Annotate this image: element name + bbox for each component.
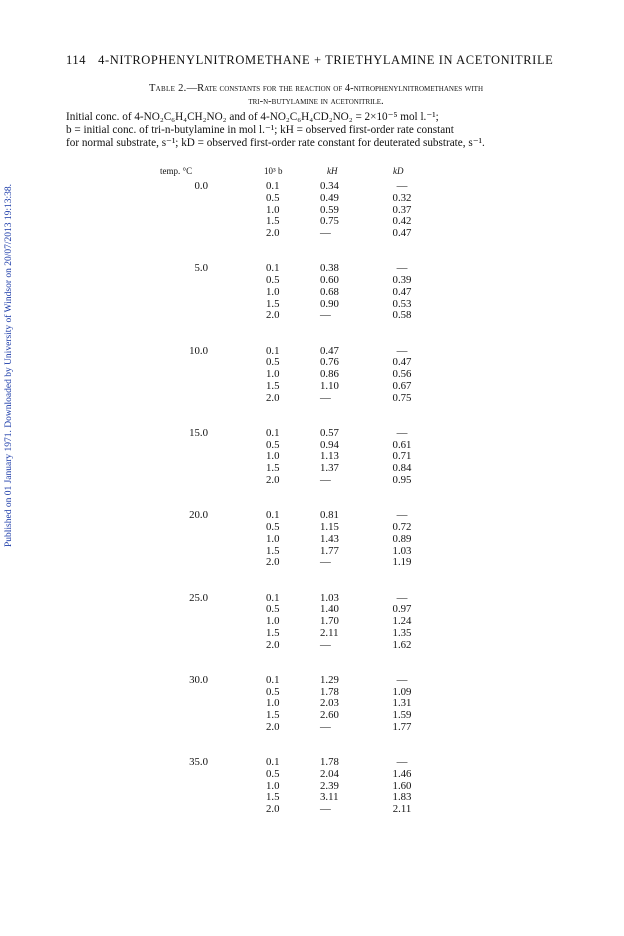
- kh-column: [320, 346, 360, 405]
- kh-cell: 1.37: [320, 462, 339, 475]
- temperature-cell: 30.0: [189, 673, 208, 686]
- b-cell: 0.1: [266, 262, 280, 275]
- temperature-column: [158, 675, 208, 687]
- kd-cell: 0.47: [392, 356, 412, 369]
- kh-cell: 0.47: [320, 344, 339, 357]
- kh-cell: 0.81: [320, 509, 339, 522]
- kd-cell: 1.62: [392, 638, 412, 651]
- kh-cell: 0.86: [320, 368, 339, 381]
- kh-cell: 2.04: [320, 767, 339, 780]
- kh-cell: 1.78: [320, 685, 339, 698]
- kd-cell: 1.19: [392, 556, 412, 569]
- kd-cell: 0.72: [392, 520, 412, 533]
- kd-cell: 0.61: [392, 438, 412, 451]
- kd-cell: 1.46: [392, 767, 412, 780]
- kh-cell: 2.39: [320, 779, 339, 792]
- kd-cell: 1.77: [392, 720, 412, 733]
- b-cell: 2.0: [266, 227, 280, 240]
- kd-cell: —: [396, 344, 408, 357]
- description-line-2: b = initial conc. of tri-n-butylamine in mol l.⁻¹; kH = observed first-order rate constant: [66, 124, 454, 137]
- b-cell: 1.5: [266, 626, 280, 639]
- kh-cell: 0.90: [320, 297, 339, 310]
- temperature-column: [158, 510, 208, 522]
- kh-cell: —: [320, 720, 331, 733]
- kd-cell: —: [396, 673, 408, 686]
- kh-cell: 2.60: [320, 709, 339, 722]
- kd-column: [382, 510, 422, 569]
- kh-cell: —: [320, 391, 331, 404]
- temperature-cell: 0.0: [194, 180, 208, 192]
- kd-cell: 1.31: [392, 697, 412, 710]
- kh-cell: 1.13: [320, 450, 339, 463]
- caption-line-1: [66, 82, 566, 95]
- kh-column: [320, 510, 360, 569]
- kh-cell: 1.29: [320, 673, 339, 686]
- caption-text-1: —Rate constants for the reaction of 4-nitrophenylnitromethanes with: [186, 83, 484, 94]
- b-cell: 1.0: [266, 532, 280, 545]
- temperature-group: [0, 757, 624, 817]
- header-kh: kH: [327, 166, 338, 176]
- b-cell: 0.1: [266, 591, 280, 604]
- b-cell: 0.1: [266, 426, 280, 439]
- b-column: [266, 181, 296, 240]
- b-cell: 1.5: [266, 379, 280, 392]
- b-cell: 1.5: [266, 215, 280, 228]
- kd-column: [382, 428, 422, 487]
- kd-column: [382, 263, 422, 322]
- kh-column: [320, 675, 360, 734]
- kd-cell: 0.97: [392, 603, 412, 616]
- b-cell: 0.5: [266, 438, 280, 451]
- temperature-group: [0, 593, 624, 653]
- running-header: [66, 53, 566, 68]
- kd-cell: 1.09: [392, 685, 412, 698]
- kh-cell: 0.75: [320, 215, 339, 228]
- kd-cell: 1.35: [392, 626, 412, 639]
- kd-cell: —: [396, 262, 408, 275]
- download-watermark: Published on 01 January 1971. Downloaded by University of Windsor on 20/07/2013 19:13:38.: [4, 183, 14, 547]
- b-cell: 1.5: [266, 297, 280, 310]
- caption-line-2: tri-n-butylamine in acetonitrile.: [248, 96, 384, 107]
- kd-column: [382, 757, 422, 816]
- temperature-cell: 10.0: [189, 344, 208, 357]
- b-column: [266, 428, 296, 487]
- kh-cell: 0.60: [320, 274, 339, 287]
- kd-cell: 0.71: [392, 450, 412, 463]
- kd-cell: 0.84: [392, 462, 412, 475]
- temperature-column: [158, 757, 208, 769]
- kh-column: [320, 593, 360, 652]
- kd-column: [382, 675, 422, 734]
- temperature-group: [0, 428, 624, 488]
- b-cell: 0.1: [266, 180, 280, 192]
- kh-cell: 0.59: [320, 203, 339, 216]
- kd-cell: 0.53: [392, 297, 412, 310]
- kh-cell: —: [320, 309, 331, 322]
- temperature-column: [158, 593, 208, 605]
- b-cell: 1.0: [266, 285, 280, 298]
- kh-cell: —: [320, 638, 331, 651]
- kh-cell: 0.68: [320, 285, 339, 298]
- kd-cell: —: [396, 591, 408, 604]
- running-title: 4-NITROPHENYLNITROMETHANE + TRIETHYLAMINE IN ACETONITRILE: [98, 53, 554, 67]
- kd-cell: —: [396, 756, 408, 769]
- kd-cell: 0.39: [392, 274, 412, 287]
- kh-cell: 2.03: [320, 697, 339, 710]
- b-cell: 2.0: [266, 556, 280, 569]
- b-cell: 1.0: [266, 450, 280, 463]
- kh-cell: 0.38: [320, 262, 339, 275]
- temperature-group: [0, 675, 624, 735]
- temperature-column: [158, 346, 208, 358]
- kh-column: [320, 428, 360, 487]
- kh-cell: —: [320, 803, 331, 816]
- kd-column: [382, 593, 422, 652]
- kd-cell: 0.32: [392, 191, 412, 204]
- b-cell: 1.0: [266, 615, 280, 628]
- kh-cell: —: [320, 227, 331, 240]
- b-cell: 0.1: [266, 344, 280, 357]
- kd-column: [382, 181, 422, 240]
- description-line-1: Initial conc. of 4-NO₂C₆H₄CH₂NO₂ and of 4-NO₂C₆H₄CD₂NO₂ = 2×10⁻⁵ mol l.⁻¹;: [66, 111, 439, 123]
- kh-column: [320, 181, 360, 240]
- kh-cell: 3.11: [320, 791, 339, 804]
- b-cell: 0.5: [266, 767, 280, 780]
- temperature-group: [0, 263, 624, 323]
- kd-cell: 1.24: [392, 615, 412, 628]
- page-number: 114: [66, 53, 87, 67]
- b-column: [266, 675, 296, 734]
- kd-cell: 0.42: [392, 215, 412, 228]
- kh-cell: —: [320, 474, 331, 487]
- b-cell: 0.5: [266, 274, 280, 287]
- kd-cell: 0.89: [392, 532, 412, 545]
- kh-cell: 0.76: [320, 356, 339, 369]
- kd-cell: 0.75: [392, 391, 412, 404]
- b-cell: 2.0: [266, 391, 280, 404]
- b-cell: 0.5: [266, 603, 280, 616]
- b-cell: 1.0: [266, 779, 280, 792]
- kd-column: [382, 346, 422, 405]
- b-cell: 1.5: [266, 709, 280, 722]
- b-cell: 0.1: [266, 509, 280, 522]
- b-cell: 0.1: [266, 756, 280, 769]
- kh-cell: 0.94: [320, 438, 339, 451]
- kd-cell: 1.59: [392, 709, 412, 722]
- b-cell: 0.5: [266, 520, 280, 533]
- temperature-column: [158, 263, 208, 275]
- kh-cell: 1.10: [320, 379, 339, 392]
- kd-cell: —: [396, 426, 408, 439]
- description-line-3: for normal substrate, s⁻¹; kD = observed first-order rate constant for deuterated substrate, s⁻¹.: [66, 137, 485, 150]
- kd-cell: —: [396, 509, 408, 522]
- kh-column: [320, 757, 360, 816]
- kd-cell: 0.47: [392, 227, 412, 240]
- kh-cell: 1.15: [320, 520, 339, 533]
- kh-cell: —: [320, 556, 331, 569]
- temperature-cell: 15.0: [189, 426, 208, 439]
- temperature-cell: 5.0: [194, 262, 208, 275]
- kd-cell: 1.03: [392, 544, 412, 557]
- temperature-column: [158, 428, 208, 440]
- kd-cell: 0.56: [392, 368, 412, 381]
- b-cell: 1.5: [266, 791, 280, 804]
- b-cell: 1.5: [266, 544, 280, 557]
- b-cell: 2.0: [266, 638, 280, 651]
- kd-cell: 0.47: [392, 285, 412, 298]
- table-caption: [66, 82, 566, 108]
- kh-cell: 1.40: [320, 603, 339, 616]
- header-b: 10³ b: [264, 166, 283, 176]
- table-description: [66, 111, 566, 151]
- kh-cell: 2.11: [320, 626, 339, 639]
- temperature-cell: 25.0: [189, 591, 208, 604]
- b-cell: 2.0: [266, 474, 280, 487]
- b-cell: 1.0: [266, 697, 280, 710]
- kh-cell: 1.03: [320, 591, 339, 604]
- kh-cell: 1.78: [320, 756, 339, 769]
- kh-cell: 0.57: [320, 426, 339, 439]
- kd-cell: 0.95: [392, 474, 412, 487]
- b-column: [266, 263, 296, 322]
- b-cell: 2.0: [266, 309, 280, 322]
- b-column: [266, 510, 296, 569]
- kd-cell: 2.11: [392, 803, 412, 816]
- b-cell: 2.0: [266, 720, 280, 733]
- temperature-group: [0, 181, 624, 241]
- b-cell: 0.5: [266, 356, 280, 369]
- temperature-cell: 35.0: [189, 756, 208, 769]
- b-cell: 0.5: [266, 685, 280, 698]
- table-label: Table 2.: [148, 83, 187, 94]
- temperature-column: [158, 181, 208, 193]
- header-kd: kD: [393, 166, 404, 176]
- temperature-group: [0, 510, 624, 570]
- kh-cell: 1.43: [320, 532, 339, 545]
- temperature-cell: 20.0: [189, 509, 208, 522]
- kh-column: [320, 263, 360, 322]
- b-cell: 0.1: [266, 673, 280, 686]
- b-cell: 2.0: [266, 803, 280, 816]
- b-cell: 1.0: [266, 203, 280, 216]
- kd-cell: 0.37: [392, 203, 412, 216]
- b-cell: 0.5: [266, 191, 280, 204]
- kh-cell: 1.70: [320, 615, 339, 628]
- kh-cell: 0.49: [320, 191, 339, 204]
- header-temp: temp. °C: [160, 166, 193, 176]
- kd-cell: 1.83: [392, 791, 412, 804]
- temperature-group: [0, 346, 624, 406]
- b-cell: 1.5: [266, 462, 280, 475]
- kh-cell: 0.34: [320, 180, 339, 192]
- kd-cell: 1.60: [392, 779, 412, 792]
- b-column: [266, 593, 296, 652]
- kd-cell: 0.67: [392, 379, 412, 392]
- kd-cell: 0.58: [392, 309, 412, 322]
- b-column: [266, 757, 296, 816]
- b-cell: 1.0: [266, 368, 280, 381]
- kh-cell: 1.77: [320, 544, 339, 557]
- kd-cell: —: [396, 180, 408, 192]
- b-column: [266, 346, 296, 405]
